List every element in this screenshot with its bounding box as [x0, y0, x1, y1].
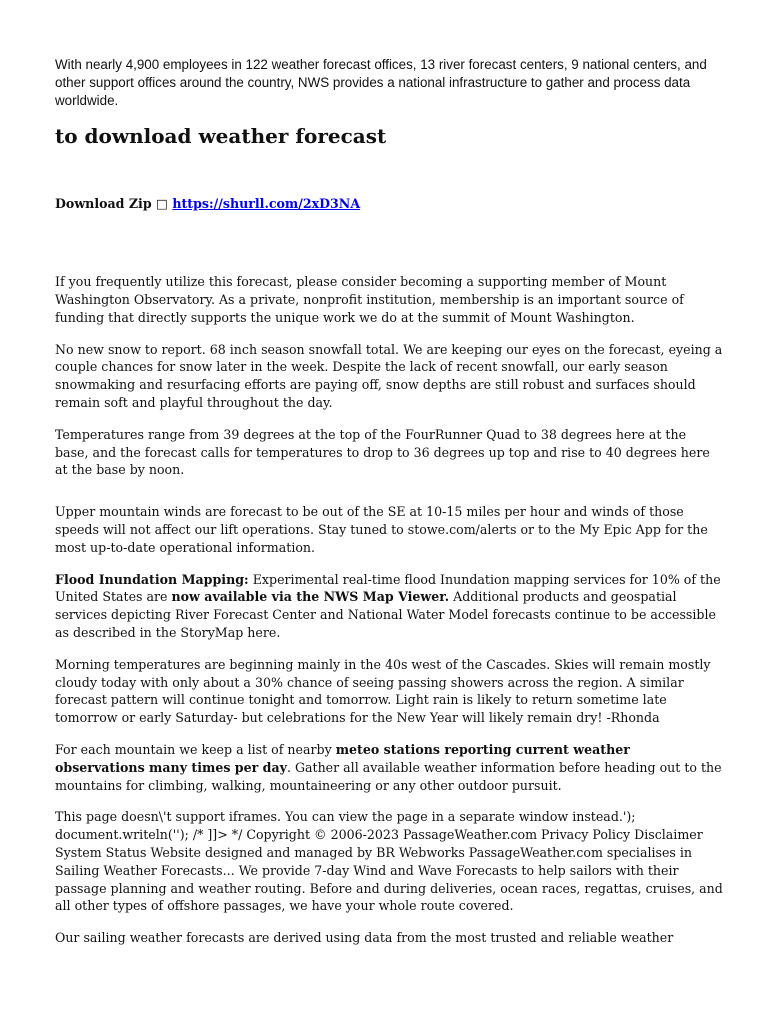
paragraph-passageweather: This page doesn\'t support iframes. You can view the page in a separate window instead.'); document.writeln(''); /* ]]> */ Copyright © 2006-2023 PassageWeather.com Privacy Policy Disclaimer System Status Website designed and managed by BR Webworks PassageWeather.com specialises in Sailing Weather Forecasts... We provide 7-day Wind and Wave Forecasts to help sailors with their passage planning and weather routing. Before and during deliveries, ocean races, regattas, cruises, and all other types of offshore passages, we have your whole route covered. [55, 809, 723, 914]
page-heading: to download weather forecast [55, 124, 387, 149]
download-line [55, 195, 723, 213]
meteo-text-1: For each mountain we keep a list of nearby [55, 741, 336, 757]
paragraph-snow-report: No new snow to report. 68 inch season snowfall total. We are keeping our eyes on the forecast, eyeing a couple chances for snow later in the week. Despite the lack of recent snowfall, our early season snowmaking and resurfacing efforts are paying off, snow depths are still robust and surfaces should remain soft and playful throughout the day. [55, 341, 723, 410]
paragraph-winds: Upper mountain winds are forecast to be out of the SE at 10-15 miles per hour and winds of those speeds will not affect our lift operations. Stay tuned to stowe.com/alerts or to the My Epic App for the most up-to-date operational information. [55, 504, 708, 555]
map-viewer-highlight: now available via the NWS Map Viewer. [171, 589, 450, 605]
paragraph-flood-mapping [55, 571, 723, 642]
document-body [55, 56, 723, 961]
meteo-text-2: . Gather all available weather information before heading out to the mountains for climbing, walking, mountaineering or any other outdoor pursuit. [55, 759, 722, 793]
paragraph-sailing-forecasts: Our sailing weather forecasts are derived using data from the most trusted and reliable weather [55, 930, 674, 946]
download-link[interactable]: https://shurll.com/2xD3NA [172, 196, 361, 212]
intro-paragraph: With nearly 4,900 employees in 122 weather forecast offices, 13 river forecast centers, 9 national centers, and other support offices around the country, NWS provides a national infrastructure to gather and process data worldwide. [55, 57, 707, 108]
flood-mapping-text-2: Additional products and geospatial services depicting River Forecast Center and National Water Model forecasts continue to be accessible as described in the StoryMap here. [55, 589, 716, 640]
paragraph-meteo-stations [55, 741, 723, 794]
paragraph-membership: If you frequently utilize this forecast, please consider becoming a supporting member of Mount Washington Observatory. As a private, nonprofit institution, membership is an important source of funding that directly supports the unique work we do at the summit of Mount Washington. [55, 274, 684, 325]
box-glyph-icon: □ [156, 196, 168, 212]
download-label: Download Zip [55, 196, 152, 212]
flood-mapping-text-1: Experimental real-time flood Inundation mapping services for 10% of the United States are [55, 571, 721, 605]
flood-mapping-label: Flood Inundation Mapping: [55, 571, 249, 587]
meteo-highlight: meteo stations reporting current weather observations many times per day [55, 741, 630, 775]
paragraph-morning-temps: Morning temperatures are beginning mainly in the 40s west of the Cascades. Skies will remain mostly cloudy today with only about a 30% chance of seeing passing showers across the region. A similar forecast pattern will continue tonight and tomorrow. Light rain is likely to return sometime late tomorrow or early Saturday- but celebrations for the New Year will likely remain dry! -Rhonda [55, 656, 711, 726]
paragraph-temperatures: Temperatures range from 39 degrees at the top of the FourRunner Quad to 38 degrees here at the base, and the forecast calls for temperatures to drop to 36 degrees up top and rise to 40 degrees here at the base by noon. [55, 426, 710, 478]
